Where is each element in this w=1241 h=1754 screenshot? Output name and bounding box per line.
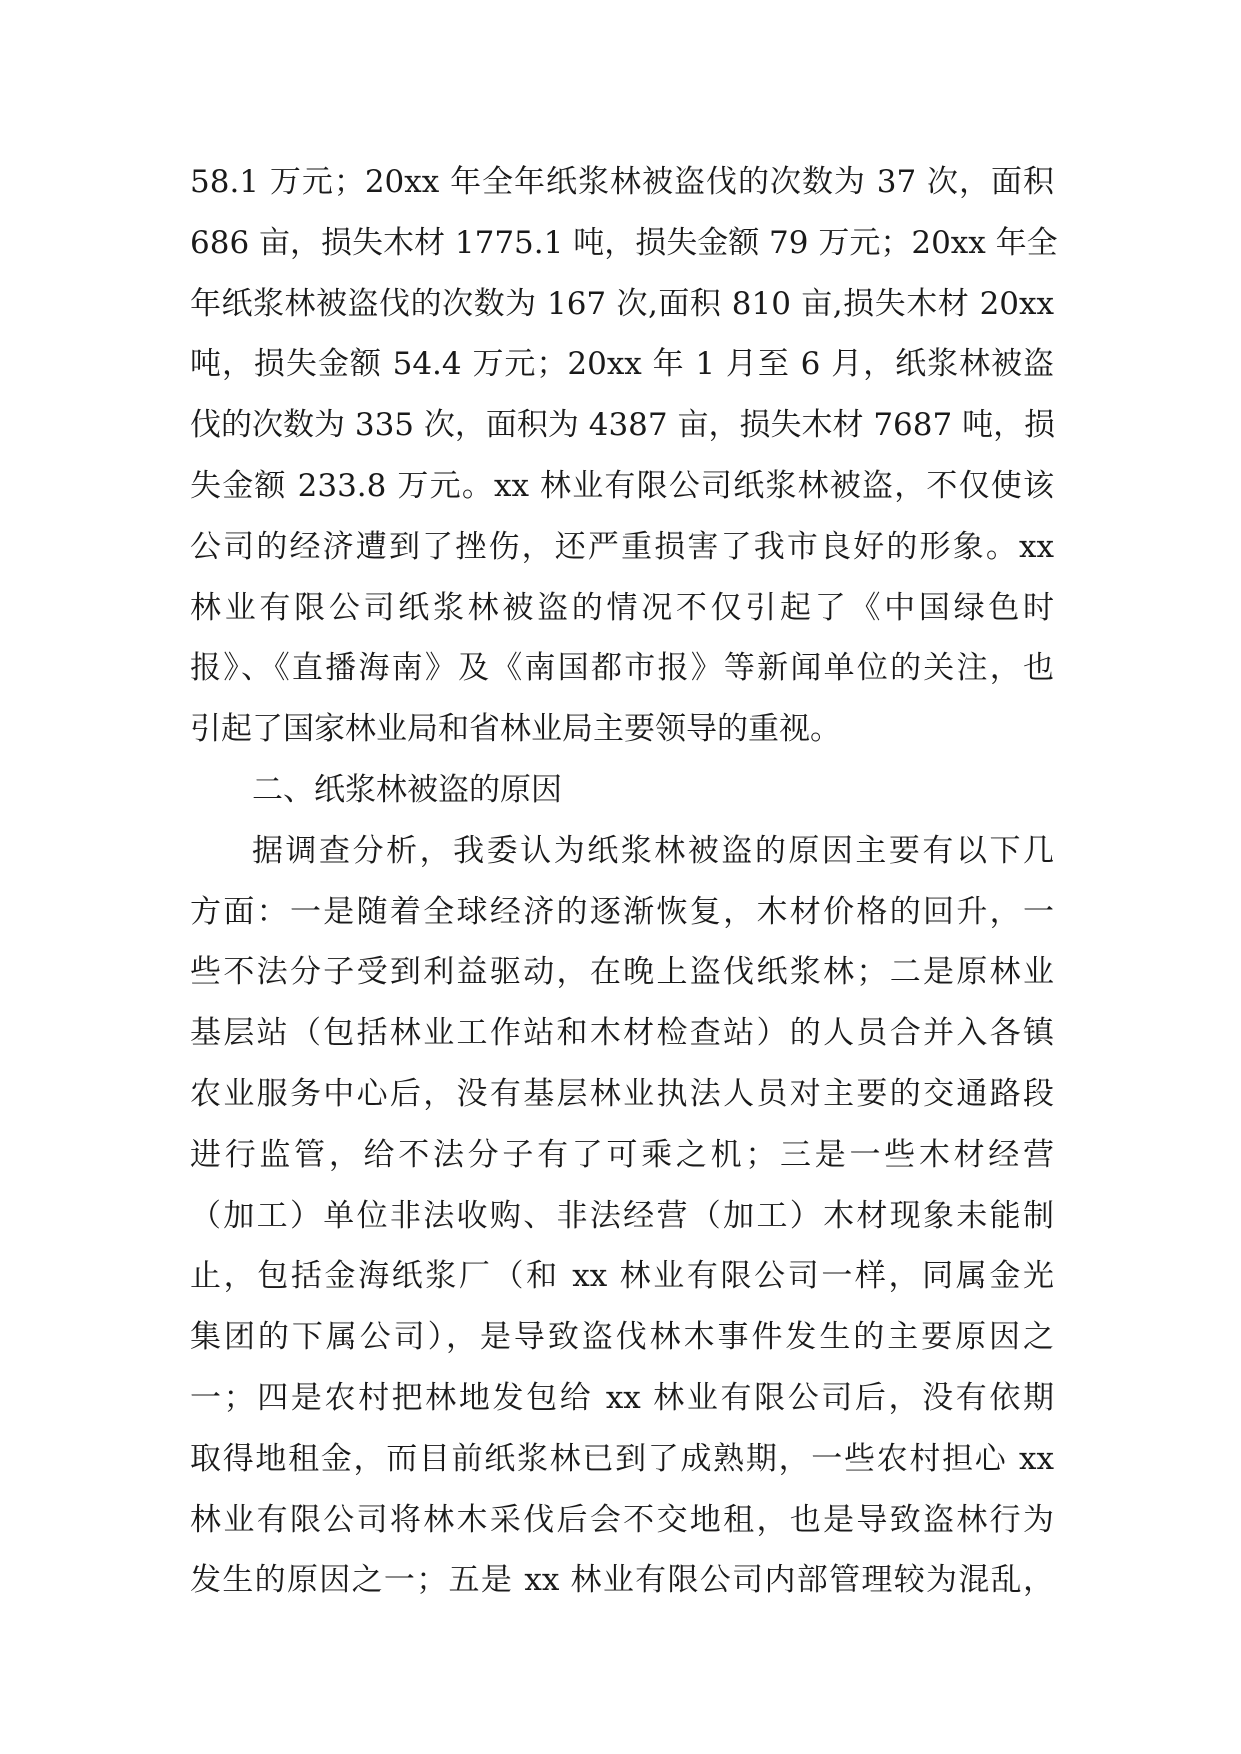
text-line: 失金额 233.8 万元。xx 林业有限公司纸浆林被盗，不仅使该 <box>190 467 1054 504</box>
text-line: 林业有限公司纸浆林被盗的情况不仅引起了《中国绿色时 <box>190 589 1054 626</box>
text-line: 发生的原因之一；五是 xx 林业有限公司内部管理较为混乱， <box>190 1562 1054 1599</box>
text-line: 686 亩，损失木材 1775.1 吨，损失金额 79 万元；20xx 年全 <box>190 224 1058 261</box>
paragraph-causes <box>190 821 1054 1611</box>
text-line: 基层站（包括林业工作站和木材检查站）的人员合并入各镇 <box>190 1015 1054 1052</box>
text-line: 引起了国家林业局和省林业局主要领导的重视。 <box>190 711 841 748</box>
text-line: 取得地租金，而目前纸浆林已到了成熟期，一些农村担心 xx <box>190 1440 1054 1477</box>
text-line: 集团的下属公司），是导致盗伐林木事件发生的主要原因之 <box>190 1319 1054 1356</box>
text-line: 一；四是农村把林地发包给 xx 林业有限公司后，没有依期 <box>190 1379 1054 1416</box>
text-line: 58.1 万元；20xx 年全年纸浆林被盗伐的次数为 37 次，面积 <box>190 164 1054 200</box>
document-body <box>190 152 1058 1611</box>
text-line: 农业服务中心后，没有基层林业执法人员对主要的交通路段 <box>190 1075 1054 1112</box>
text-line: 林业有限公司将林木采伐后会不交地租，也是导致盗林行为 <box>190 1501 1054 1538</box>
paragraph-statistics <box>190 152 1058 760</box>
text-line: 止，包括金海纸浆厂（和 xx 林业有限公司一样，同属金光 <box>190 1258 1054 1295</box>
text-line: 据调查分析，我委认为纸浆林被盗的原因主要有以下几 <box>252 832 1054 869</box>
text-line: 伐的次数为 335 次，面积为 4387 亩，损失木材 7687 吨，损 <box>190 407 1056 444</box>
text-line: （加工）单位非法收购、非法经营（加工）木材现象未能制 <box>190 1197 1054 1234</box>
text-line: 报》、《直播海南》及《南国都市报》等新闻单位的关注，也 <box>190 650 1054 687</box>
text-line: 吨，损失金额 54.4 万元；20xx 年 1 月至 6 月，纸浆林被盗 <box>190 346 1054 383</box>
text-line: 年纸浆林被盗伐的次数为 167 次,面积 810 亩,损失木材 20xx <box>190 285 1054 322</box>
text-line: 公司的经济遭到了挫伤，还严重损害了我市良好的形象。xx <box>190 528 1054 565</box>
section-heading: 二、纸浆林被盗的原因 <box>252 771 562 808</box>
text-line: 进行监管，给不法分子有了可乘之机；三是一些木材经营 <box>190 1136 1054 1173</box>
text-line: 方面：一是随着全球经济的逐渐恢复，木材价格的回升，一 <box>190 893 1054 930</box>
text-line: 些不法分子受到利益驱动，在晚上盗伐纸浆林；二是原林业 <box>190 954 1054 991</box>
